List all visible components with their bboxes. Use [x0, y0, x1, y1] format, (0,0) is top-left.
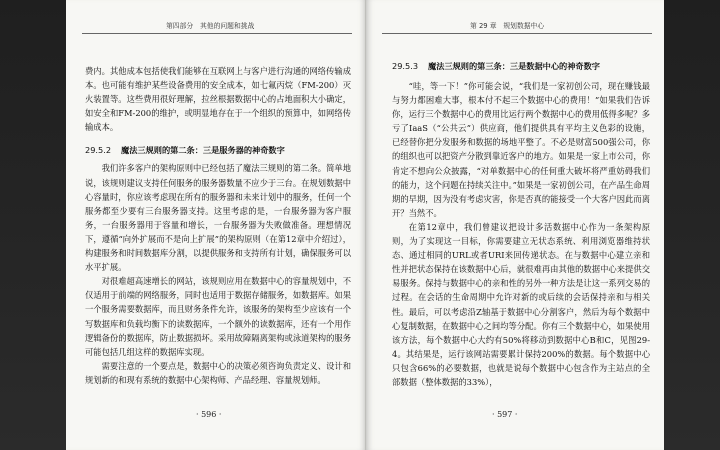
section-number: 29.5.3 — [392, 61, 419, 71]
left-page — [66, 0, 366, 450]
header-rule — [82, 33, 352, 34]
paragraph: 我们许多客户的架构原则中已经包括了魔法三规则的第二条。简单地说，该规则建议支持任何服务的服务器数量不应少于三台。在规划数据中心容量时，你应该考虑现在所有的服务器和未来计划中的服务，任何一个服务都至少要有三台服务器支持。这里考虑的是，一台服务器为客户服务，一台服务器用于容量和增长，一台服务器为失败做准备。理想情况下，遵循“向外扩展而不是向上扩展”的架构原则（在第12章中介绍过），构建服务和时间数据库分割，以提供服务和支持所有计划，确保服务可以水平扩展。 — [85, 163, 351, 273]
section-title: 魔法三规则的第三条：三是数据中心的神奇数字 — [428, 61, 600, 71]
page-number: · 597 · — [492, 410, 518, 419]
page-body — [85, 64, 351, 387]
paragraph: 费内。其他成本包括使我们能够在互联网上与客户进行沟通的网络传输成本。也可能有维护某些设备费用的安全成本，如七氟丙烷（FM-200）灭火装置等。这些费用很好理解，拉丝根据数据中心的占地面积大小确定，如安全和FM-200的维护，或明显地存在于一个组织的预算中，如网络传输成本。 — [85, 66, 351, 133]
header-rule — [382, 33, 652, 34]
paragraph: “哇，等一下！”你可能会说，“我们是一家初创公司，现在赚钱最与努力都困难大事，根本付不起三个数据中心的费用！”如果我们告诉你，运行三个数据中心的费用比运行两个数据中心的费用低得多呢？多亏了IaaS（“公共云”）供应商，他们提供具有平均主义色彩的设施，已经替你把分发服务和数据的场地平整了。不必是财富500强公司，你的组织也可以把资产分散到靠近客户的地方。如果是一家上市公司，你肯定不想向公众披露，“对单数据中心的任何重大破坏将严重妨碍我们的能力，这个问题在持续关注中。”如果是一家初创公司，在产品生命周期的早期，因为没有考虑灾害，你是否真的能接受一个大客户因此而离开？当然不。 — [392, 81, 650, 218]
right-page — [366, 0, 664, 450]
section-heading — [85, 143, 351, 157]
section-heading — [392, 59, 650, 73]
section-title: 魔法三规则的第二条：三是服务器的神奇数字 — [121, 145, 285, 156]
paragraph: 对很难超高速增长的网站，该规则应用在数据中心的容量规划中，不仅适用于前端的网络服务，同时也适用于数据存储服务，如数据库。如果一个服务需要数据库，而且财务条件允许，该服务的架构至少应该有一个写数据库和负载均衡下的读数据库，一个额外的读数据库，还有一个用作逻辑备份的数据库，防止数据损坏。采用故障隔离架构或泳道架构的服务可能包括几组这样的数据库实现。 — [85, 276, 351, 357]
section-number: 29.5.2 — [85, 145, 112, 156]
paragraph: 需要注意的一个要点是，数据中心的决策必须咨询负责定义、设计和规划新的和现有系统的数据中心架构师、产品经理、容量规划师。 — [85, 360, 351, 385]
running-head: 第四部分 其他的问题和挑战 — [166, 22, 255, 30]
paragraph: 在第12章中，我们曾建议把设计多活数据中心作为一条架构原则，为了实现这一目标，你需要建立无状态系统、利用浏览器维持状态、通过相同的URL或者URI来回传递状态。在与数据中心建立亲和性并把状态保持在该数据中心后，就很难再由其他的数据中心来提供交易服务。保持与数据中心的亲和性的另外一种方法是让这一系列交易的过程。在会话的生命周期中允许对新的或后续的会话保持亲和与相关性。最后，可以考虑沿Z轴基于数据中心分割客户，然后为每个数据中心复制数据，在数据中心之间均等分配。你有三个数据中心，如果使用该方法，每个数据中心大约有50%将移动到数据中心B和C，见图29-4。其结果是，运行该网站需要累计保持200%的数据。每个数据中心只包含66%的必要数据，也就是说每个数据中心包含作为主站点的全部数据（整体数据的33%）， — [392, 221, 650, 387]
page-body — [392, 59, 650, 389]
page-number: · 596 · — [196, 410, 222, 419]
running-head: 第 29 章 规划数据中心 — [470, 22, 545, 30]
